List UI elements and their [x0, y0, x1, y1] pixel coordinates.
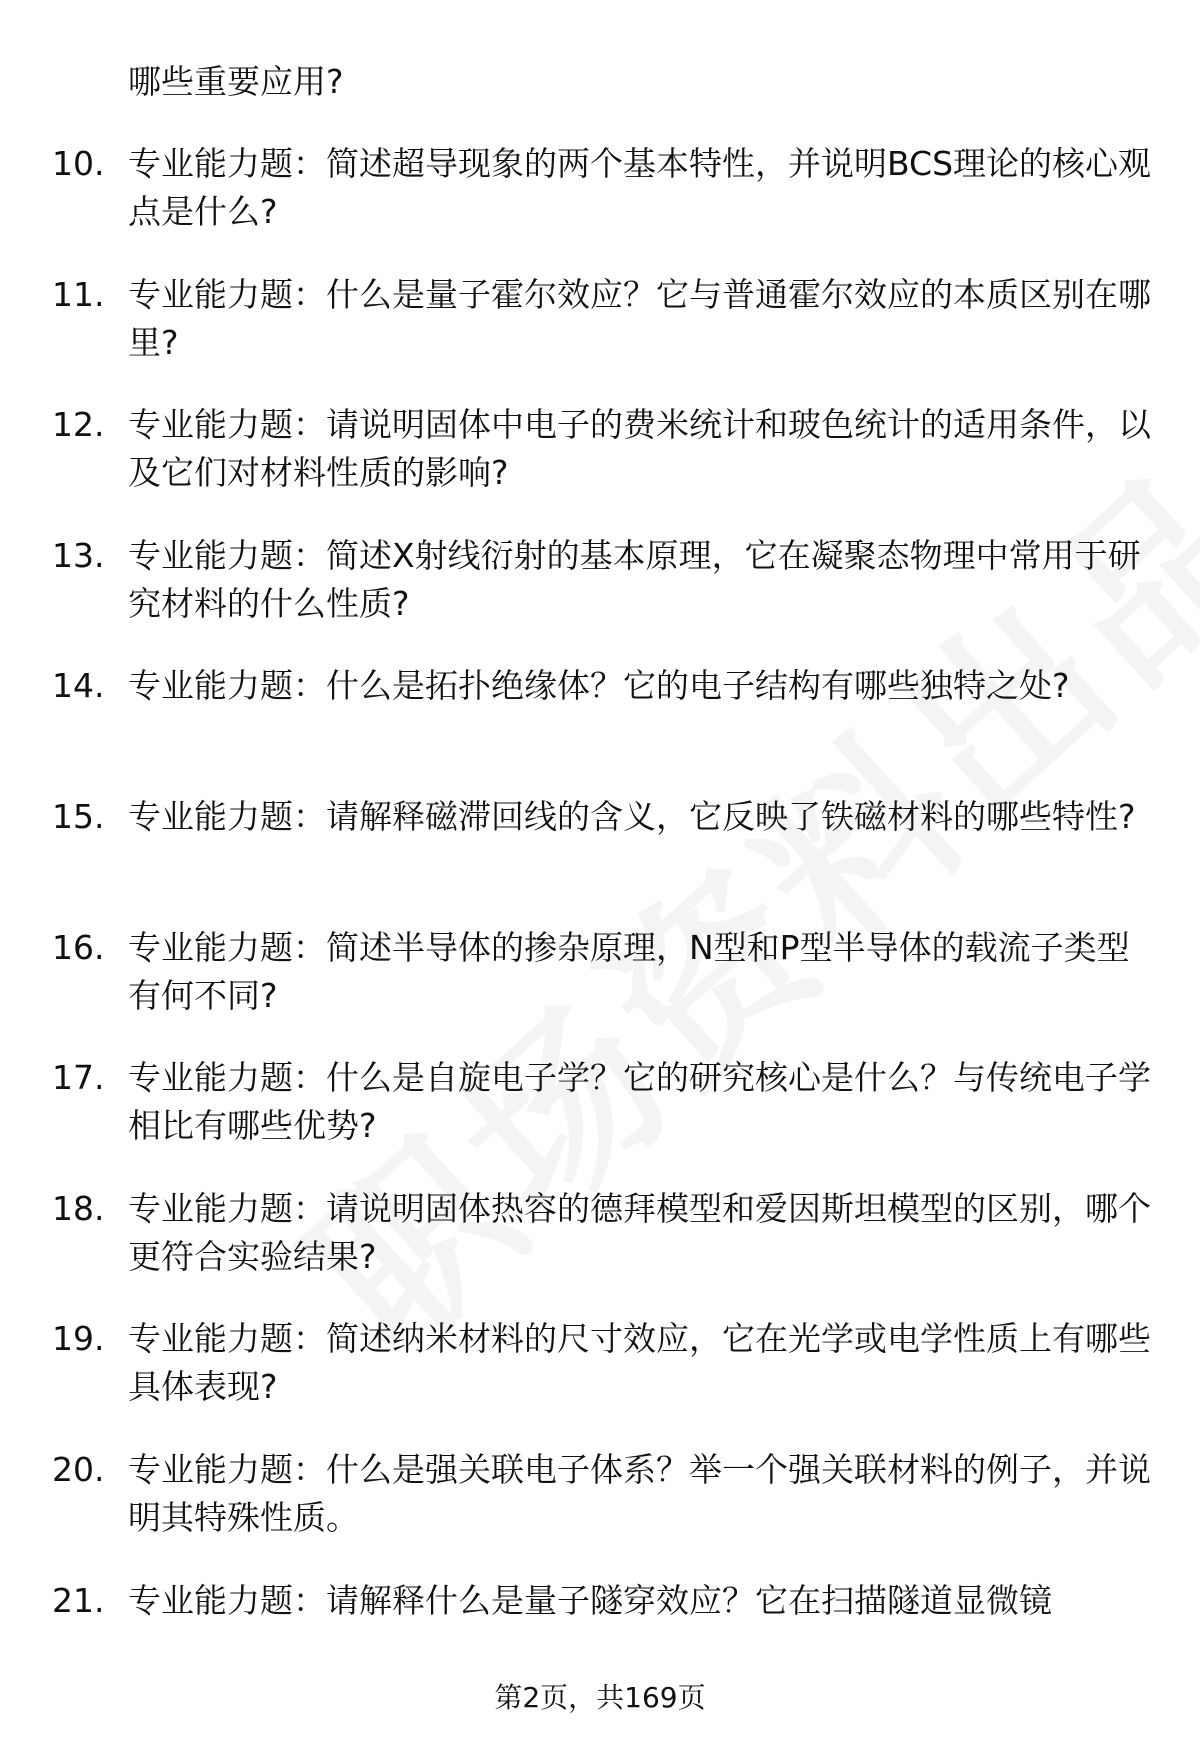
question-number: 18. — [52, 1188, 105, 1228]
question-text: 专业能力题：请说明固体热容的德拜模型和爱因斯坦模型的区别，哪个更符合实验结果? — [128, 1188, 1151, 1276]
question-item — [0, 532, 1200, 663]
question-number: 12. — [52, 405, 105, 445]
question-item — [0, 140, 1200, 271]
question-number: 19. — [52, 1319, 105, 1359]
question-item — [0, 271, 1200, 402]
question-number: 16. — [52, 927, 105, 967]
question-item — [0, 1446, 1200, 1577]
question-text: 专业能力题：什么是量子霍尔效应？它与普通霍尔效应的本质区别在哪里? — [128, 274, 1151, 362]
question-item — [0, 924, 1200, 1055]
question-item — [0, 793, 1200, 924]
question-text: 专业能力题：什么是自旋电子学？它的研究核心是什么？与传统电子学相比有哪些优势? — [128, 1058, 1151, 1146]
question-number: 21. — [52, 1580, 105, 1620]
question-number: 10. — [52, 144, 105, 183]
continuation-text: 哪些重要应用? — [128, 62, 344, 101]
question-text: 专业能力题：简述半导体的掺杂原理，N型和P型半导体的载流子类型有何不同? — [128, 927, 1130, 1015]
question-text: 专业能力题：简述纳米材料的尺寸效应，它在光学或电学性质上有哪些具体表现? — [128, 1319, 1151, 1407]
question-text: 专业能力题：什么是强关联电子体系？举一个强关联材料的例子，并说明其特殊性质。 — [128, 1449, 1151, 1537]
question-item — [0, 1185, 1200, 1316]
question-text: 专业能力题：什么是拓扑绝缘体？它的电子结构有哪些独特之处? — [128, 666, 1070, 706]
question-text: 专业能力题：请说明固体中电子的费米统计和玻色统计的适用条件，以及它们对材料性质的影响? — [128, 405, 1151, 493]
question-number: 13. — [52, 535, 105, 575]
question-text: 专业能力题：简述X射线衍射的基本原理，它在凝聚态物理中常用于研究材料的什么性质? — [128, 535, 1141, 623]
question-list — [0, 140, 1200, 1707]
question-number: 14. — [52, 666, 105, 706]
question-item — [0, 401, 1200, 532]
question-number: 17. — [52, 1058, 105, 1098]
question-text: 专业能力题：请解释磁滞回线的含义，它反映了铁磁材料的哪些特性? — [128, 796, 1136, 836]
question-item — [0, 1315, 1200, 1446]
question-number: 15. — [52, 796, 105, 836]
question-number: 20. — [52, 1449, 105, 1489]
question-number: 11. — [52, 274, 105, 314]
question-text: 专业能力题：简述超导现象的两个基本特性，并说明BCS理论的核心观点是什么? — [128, 144, 1152, 231]
question-item — [0, 662, 1200, 793]
page-footer: 第2页，共169页 — [494, 1681, 706, 1714]
question-text: 专业能力题：请解释什么是量子隧穿效应？它在扫描隧道显微镜 — [128, 1580, 1052, 1620]
question-item — [0, 1054, 1200, 1185]
